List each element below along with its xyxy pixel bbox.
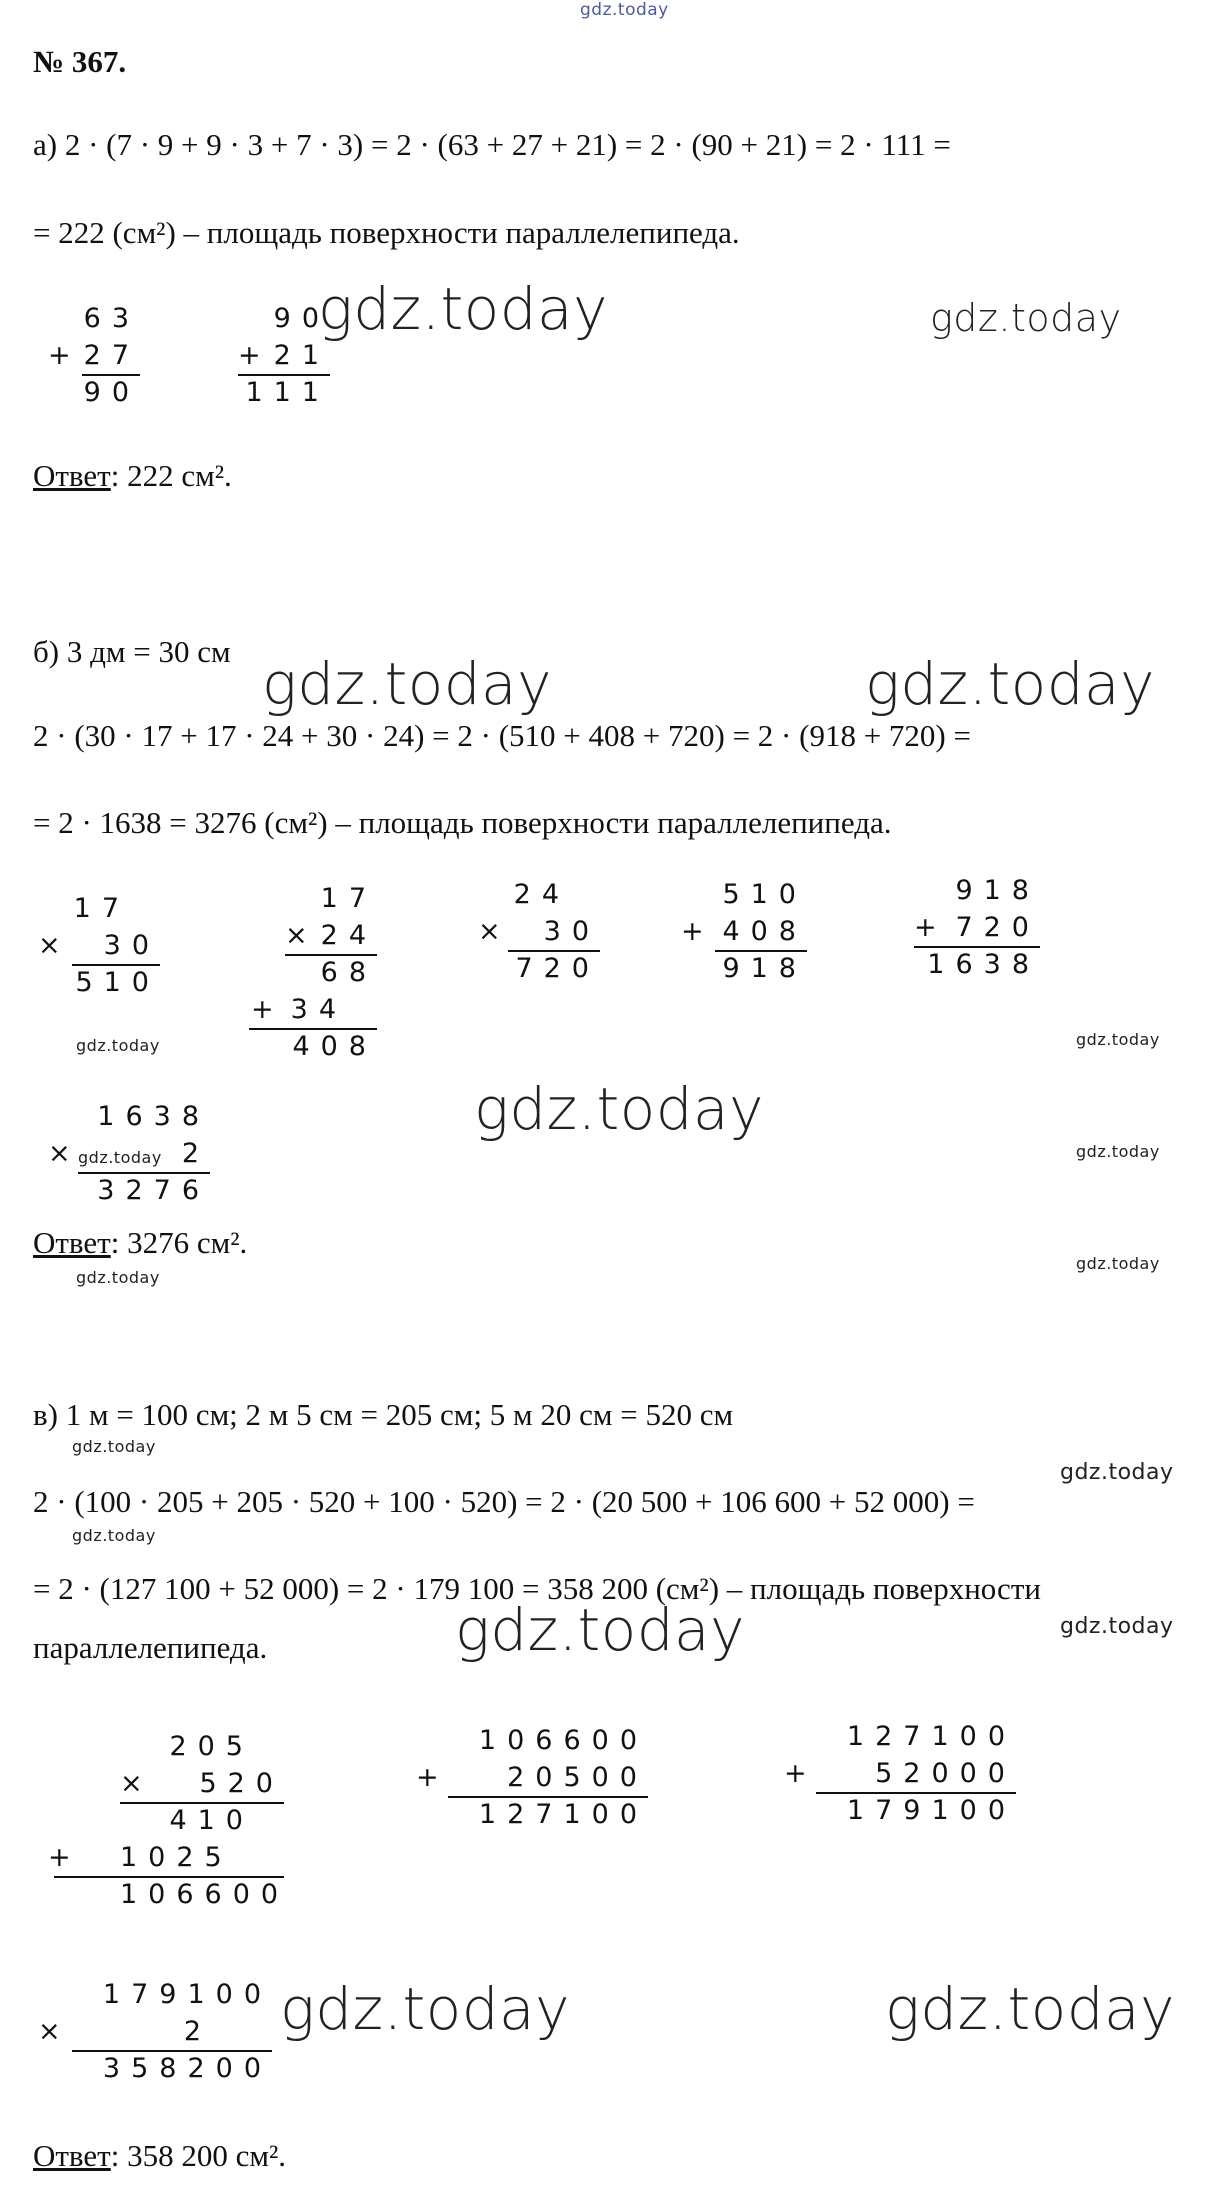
partial-product: 410 [169,1805,254,1836]
operand: + 408 [715,913,807,950]
plus-sign: + [238,340,272,371]
part-b-answer [33,1225,247,1261]
part-b-column-multiplication-3 [478,876,600,987]
result: 3276 [97,1175,210,1206]
plus-sign: + [914,912,948,943]
watermark: gdz.today [318,275,608,343]
watermark: gdz.today [885,1975,1175,2043]
times-sign: × [38,930,72,961]
answer-value: : 222 см². [110,458,232,493]
operand: 127100 [846,1721,1016,1752]
watermark: gdz.today [1060,1614,1174,1639]
operand: 918 [955,875,1040,906]
operand: 17 [320,883,377,914]
operand: + 21 [238,337,330,374]
plus-sign: + [784,1758,818,1789]
part-c-column-addition-2 [416,1722,648,1833]
operand: 63 [83,303,140,334]
part-a-column-addition-2 [238,300,330,411]
part-c-equation-line2: = 2 · (127 100 + 52 000) = 2 · 179 100 = 358 200 (см²) – площадь поверхности [33,1571,1041,1606]
operand: + 720 [914,909,1040,946]
watermark: gdz.today [76,1036,160,1055]
result: 90 [83,377,140,408]
watermark: gdz.today [1076,1030,1160,1049]
watermark: gdz.today [474,1075,764,1143]
watermark: gdz.today [1076,1254,1160,1273]
times-sign: × [285,920,319,951]
watermark: gdz.today [72,1526,156,1545]
result: 106600 [120,1879,290,1910]
site-watermark-top: gdz.today [580,0,669,20]
partial-product: 68 [320,957,377,988]
result: 510 [75,967,160,998]
partial-product: + 34 [285,991,377,1028]
watermark: gdz.today [76,1268,160,1287]
answer-label: Ответ [33,458,111,493]
operand: × 30 [508,913,600,950]
watermark: gdz.today [865,650,1155,718]
partial-product: + 1025 [120,1839,284,1876]
operand: 510 [722,879,807,910]
part-b-column-addition-4 [681,876,807,987]
times-sign: × [120,1768,154,1799]
operand: × 2 [78,1135,210,1172]
watermark: gdz.today [280,1975,570,2043]
watermark: gdz.today [1060,1460,1174,1485]
answer-value: : 3276 см². [110,1225,248,1260]
part-c-given: в) 1 м = 100 см; 2 м 5 см = 205 см; 5 м 20 см = 520 см [33,1397,734,1432]
watermark: gdz.today [262,650,552,718]
answer-label: Ответ [33,2138,111,2173]
operand: 205 [169,1731,254,1762]
part-a-answer [33,458,232,494]
part-a-equation-line2: = 222 (см²) – площадь поверхности параллелепипеда. [33,215,740,250]
watermark: gdz.today [1076,1142,1160,1161]
operand: × 24 [285,917,377,954]
answer-label: Ответ [33,1225,111,1260]
times-sign: × [38,2016,72,2047]
problem-number: № 367. [33,44,127,79]
watermark: gdz.today [72,1437,156,1456]
part-b-column-multiplication-1 [38,890,160,1001]
answer-value: : 358 200 см². [110,2138,286,2173]
result: 408 [292,1031,377,1062]
watermark: gdz.today [78,1148,162,1167]
times-sign: × [478,916,512,947]
operand: 179100 [102,1979,272,2010]
operand: 17 [73,893,130,924]
plus-sign: + [251,994,285,1025]
part-b-given: б) 3 дм = 30 см [33,634,231,669]
part-c-column-multiplication-4 [38,1976,272,2087]
result: 111 [245,377,330,408]
part-b-column-addition-5 [914,872,1040,983]
part-c-equation-line1: 2 · (100 · 205 + 205 · 520 + 100 · 520) = 2 · (20 500 + 106 600 + 52 000) = [33,1484,975,1519]
result: 720 [515,953,600,984]
part-a-equation-line1: а) 2 · (7 · 9 + 9 · 3 + 7 · 3) = 2 · (63 + 27 + 21) = 2 · (90 + 21) = 2 · 111 = [33,127,951,162]
watermark: gdz.today [930,296,1122,340]
plus-sign: + [416,1762,450,1793]
watermark: gdz.today [455,1596,745,1664]
part-c-equation-line3: параллелепипеда. [33,1630,268,1665]
operand: + 52000 [816,1755,1016,1792]
operand: × 30 [72,927,160,964]
part-b-equation-line1: 2 · (30 · 17 + 17 · 24 + 30 · 24) = 2 · (510 + 408 + 720) = 2 · (918 + 720) = [33,718,971,753]
part-c-column-addition-3 [784,1718,1016,1829]
result: 358200 [102,2053,272,2084]
result: 179100 [846,1795,1016,1826]
operand: 24 [513,879,570,910]
times-sign: × [48,1138,82,1169]
operand: + 27 [82,337,140,374]
operand: + 20500 [448,1759,648,1796]
part-a-column-addition-1 [48,300,140,411]
operand: 90 [273,303,330,334]
part-b-equation-line2: = 2 · 1638 = 3276 (см²) – площадь поверхности параллелепипеда. [33,805,892,840]
operand: × 2 [72,2013,272,2050]
part-b-column-multiplication-2 [251,880,377,1065]
plus-sign: + [48,340,82,371]
result: 127100 [478,1799,648,1830]
operand: × 520 [120,1765,284,1802]
plus-sign: + [681,916,715,947]
result: 1638 [927,949,1040,980]
result: 918 [722,953,807,984]
operand: 1638 [97,1101,210,1132]
part-c-answer [33,2138,286,2174]
plus-sign: + [48,1842,82,1873]
part-c-column-multiplication-1 [48,1728,290,1913]
operand: 106600 [478,1725,648,1756]
